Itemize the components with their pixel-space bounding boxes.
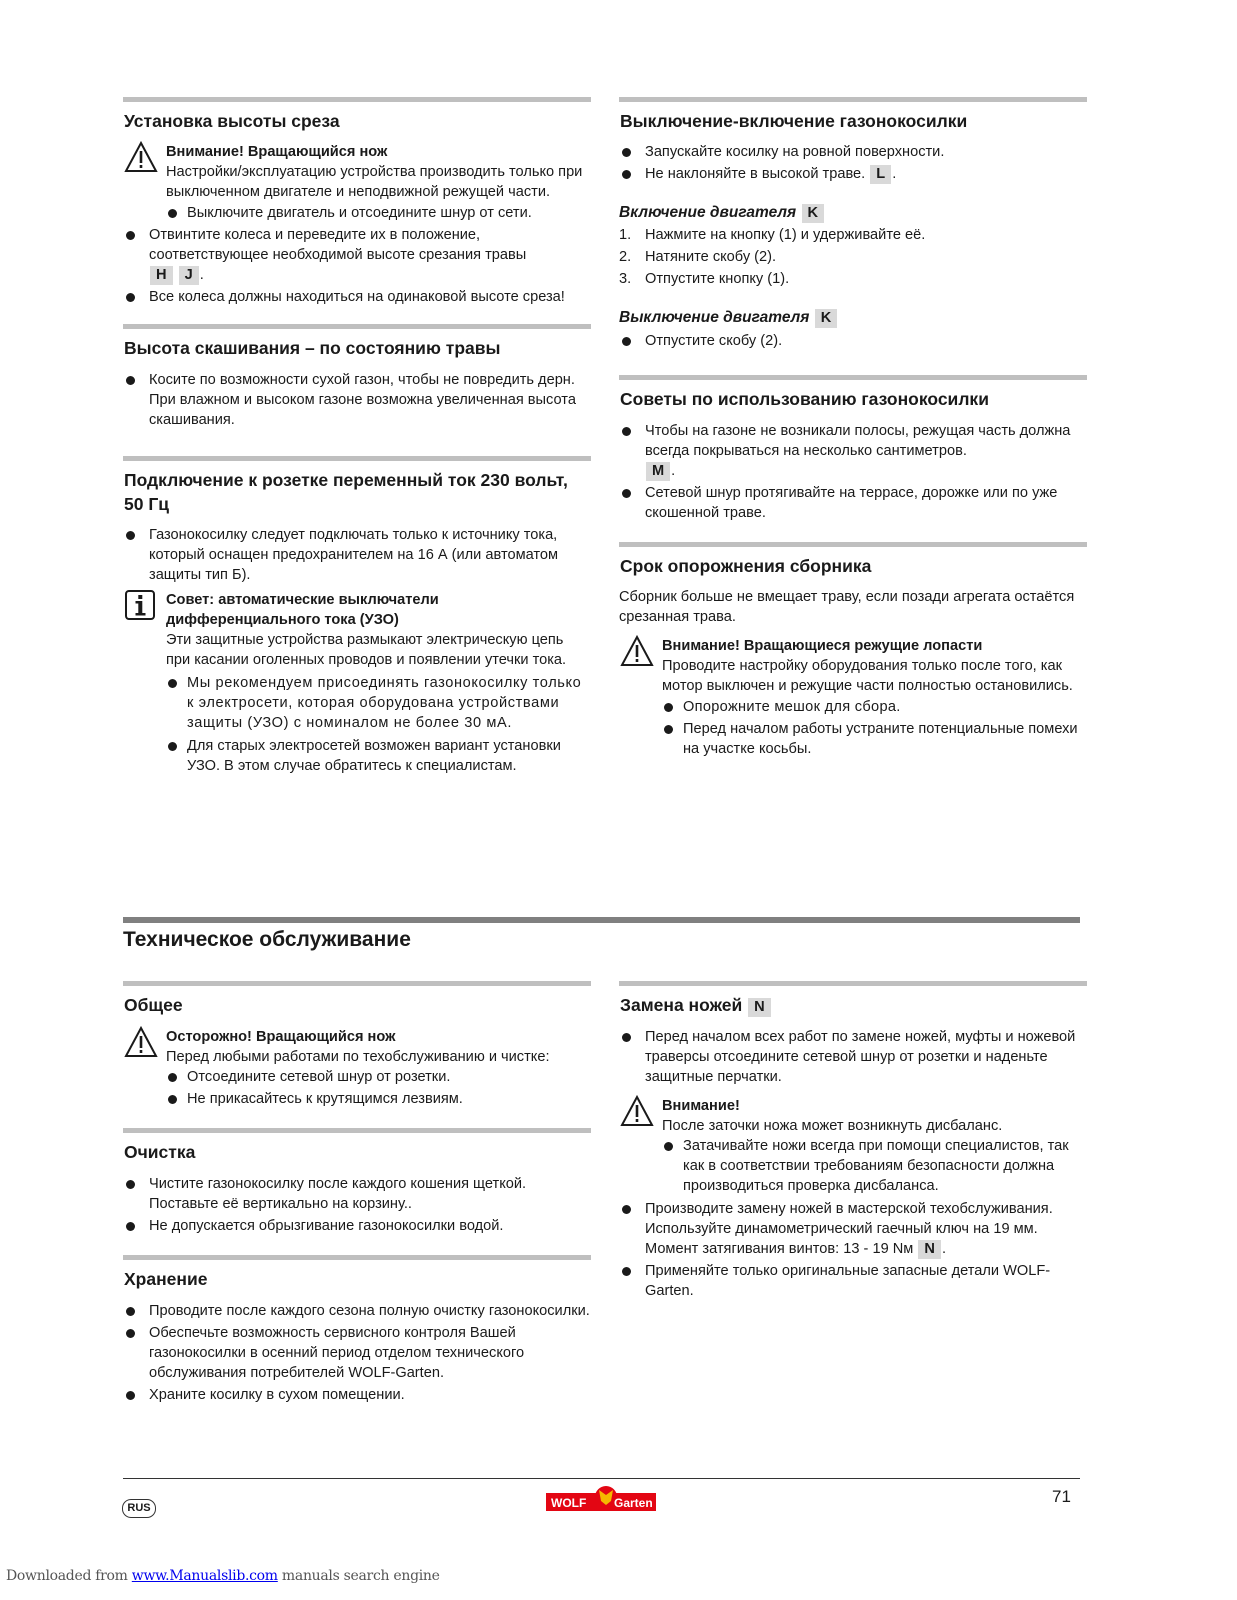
figure-ref-tag: K (815, 309, 838, 328)
tip-title: Совет: автоматические выключатели дифференциального тока (УЗО) (166, 592, 439, 628)
section-rule (123, 981, 591, 986)
list-item: Запускайте косилку на ровной поверхности. (619, 142, 1087, 162)
list-item: Затачивайте ножи всегда при помощи специалистов, так как в соответствии требованиям безопасности должна производиться проверка дисбаланса. (662, 1136, 1087, 1196)
warning-text: Настройки/эксплуатацию устройства производить только при выключенном двигателе и неподвижной режущей части. (166, 164, 583, 200)
list-item: Отсоедините сетевой шнур от розетки. (166, 1067, 591, 1087)
warning-note (123, 142, 591, 223)
chapter-title: Техническое обслуживание (123, 928, 411, 951)
list-item: Применяйте только оригинальные запасные детали WOLF-Garten. (619, 1261, 1087, 1301)
figure-ref-tag: L (870, 165, 891, 184)
manualslib-link[interactable]: www.Manualslib.com (131, 1568, 278, 1584)
section-title-blade-replacement: Замена ножей N (620, 993, 1087, 1017)
list-item: Выключите двигатель и отсоедините шнур от сети. (166, 203, 591, 223)
section-title-on-off: Выключение-включение газонокосилки (620, 111, 968, 131)
warning-icon (124, 1026, 158, 1058)
section-rule (619, 542, 1087, 547)
section-rule (619, 97, 1087, 102)
list-item: Храните косилку в сухом помещении. (123, 1385, 591, 1405)
warning-note (619, 636, 1087, 759)
list-item: Опорожните мешок для сбора. (662, 697, 1087, 717)
figure-ref-tag: J (179, 266, 199, 285)
figure-ref-tag: M (646, 462, 670, 481)
section-rule (123, 324, 591, 329)
warning-text: Перед любыми работами по техобслуживанию и чистке: (166, 1049, 550, 1065)
warning-text: Проводите настройку оборудования только после того, как мотор выключен и режущие части полностью остановились. (662, 658, 1073, 694)
section-rule (619, 981, 1087, 986)
warning-icon (620, 1095, 654, 1127)
warning-note (619, 1096, 1087, 1196)
list-item: Косите по возможности сухой газон, чтобы не повредить дерн. При влажном и высоком газоне возможна увеличенная высота скашивания. (123, 370, 591, 430)
figure-ref-tag: H (150, 266, 173, 285)
right-column-bottom (619, 981, 1087, 1301)
list-item: Отпустите скобу (2). (619, 331, 1087, 351)
language-badge: RUS (122, 1499, 156, 1518)
list-item: 3. Отпустите кнопку (1). (619, 271, 790, 287)
warning-text: После заточки ножа может возникнуть дисбаланс. (662, 1118, 1003, 1134)
figure-ref-tag: N (918, 1240, 941, 1259)
list-item: Все колеса должны находиться на одинаковой высоте среза! (123, 287, 591, 307)
figure-ref-tag: K (802, 204, 825, 223)
list-item: Не допускается обрызгивание газонокосилки водой. (123, 1216, 591, 1236)
download-banner: Downloaded from www.Manualslib.com manuals search engine (6, 1568, 440, 1584)
logo-text-right: Garten (614, 1496, 653, 1510)
logo-text-left: WOLF (551, 1496, 587, 1510)
list-item: Для старых электросетей возможен вариант установки УЗО. В этом случае обратитесь к специалистам. (166, 736, 591, 776)
list-item: Газонокосилку следует подключать только к источнику тока, который оснащен предохранителем на 16 А (или автоматом защиты тип Б). (123, 525, 591, 585)
footer-rule (123, 1478, 1080, 1479)
list-item: Производите замену ножей в мастерской техобслуживания. Используйте динамометрический гаечный ключ на 19 мм. Момент затягивания винтов: 13 - 19 Nм N . (619, 1199, 1087, 1259)
section-rule (123, 456, 591, 461)
list-item: Сетевой шнур протягивайте на террасе, дорожке или по уже скошенной траве. (619, 483, 1087, 523)
list-item: 2. Натяните скобу (2). (619, 249, 777, 265)
list-item: Чтобы на газоне не возникали полосы, режущая часть должна всегда покрываться на несколько сантиметров. M . (619, 421, 1087, 481)
left-column-bottom (123, 981, 591, 1405)
left-column-top (123, 97, 591, 776)
section-title-cleaning: Очистка (124, 1142, 196, 1162)
list-item: Перед началом всех работ по замене ножей, муфты и ножевой траверсы отсоедините сетевой шнур от розетки и наденьте защитные перчатки. (619, 1027, 1087, 1087)
right-column-top (619, 97, 1087, 759)
warning-icon (620, 635, 654, 667)
wolf-garten-logo (546, 1485, 656, 1515)
list-item: 1. Нажмите на кнопку (1) и удерживайте её. (619, 227, 926, 243)
section-title-cut-height: Установка высоты среза (124, 111, 340, 131)
tip-text: Эти защитные устройства размыкают электрическую цепь при касании оголенных проводов и появлении утечки тока. (166, 632, 567, 668)
section-title-storage: Хранение (124, 1269, 208, 1289)
section-rule (619, 375, 1087, 380)
list-item: Перед началом работы устраните потенциальные помехи на участке косьбы. (662, 719, 1087, 759)
list-item: Не наклоняйте в высокой траве. L . (619, 164, 1087, 184)
list-item: Отвинтите колеса и переведите их в положение, соответствующее необходимой высоте срезания травы H J . (123, 225, 591, 285)
chapter-rule (123, 917, 1080, 923)
list-item: Не прикасайтесь к крутящимся лезвиям. (166, 1089, 591, 1109)
warning-icon (124, 141, 158, 173)
section-rule (123, 97, 591, 102)
section-title-tips: Советы по использованию газонокосилки (620, 389, 989, 409)
section-rule (123, 1255, 591, 1260)
info-icon (124, 589, 158, 621)
section-title-power: Подключение к розетке переменный ток 230 вольт, 50 Гц (124, 470, 568, 514)
section-title-mow-height: Высота скашивания – по состоянию травы (124, 338, 501, 358)
tip-note (123, 590, 591, 776)
section-title-emptying: Срок опорожнения сборника (620, 556, 872, 576)
list-item: Обеспечьте возможность сервисного контроля Вашей газонокосилки в осенний период отделом технического обслуживания потребителей WOLF-Garten. (123, 1323, 591, 1383)
page-number: 71 (1052, 1487, 1071, 1506)
list-item: Чистите газонокосилку после каждого кошения щеткой. Поставьте её вертикально на корзину.. (123, 1174, 591, 1214)
warning-note (123, 1027, 591, 1109)
paragraph: Сборник больше не вмещает траву, если позади агрегата остаётся срезанная трава. (619, 589, 1075, 625)
warning-title: Внимание! (662, 1098, 740, 1114)
list-item: Проводите после каждого сезона полную очистку газонокосилки. (123, 1301, 591, 1321)
section-rule (123, 1128, 591, 1133)
section-title-general: Общее (124, 995, 183, 1015)
warning-title: Внимание! Вращающийся нож (166, 144, 388, 160)
figure-ref-tag: N (748, 998, 771, 1017)
subsection-engine-on: Включение двигателя K (619, 202, 1087, 224)
list-item: Мы рекомендуем присоединять газонокосилку только к электросети, которая оборудована устройствами защиты (УЗО) с номиналом не более 30 мА. (166, 673, 591, 733)
warning-title: Внимание! Вращающиеся режущие лопасти (662, 638, 983, 654)
subsection-engine-off: Выключение двигателя K (619, 307, 1087, 329)
warning-title: Осторожно! Вращающийся нож (166, 1029, 396, 1045)
